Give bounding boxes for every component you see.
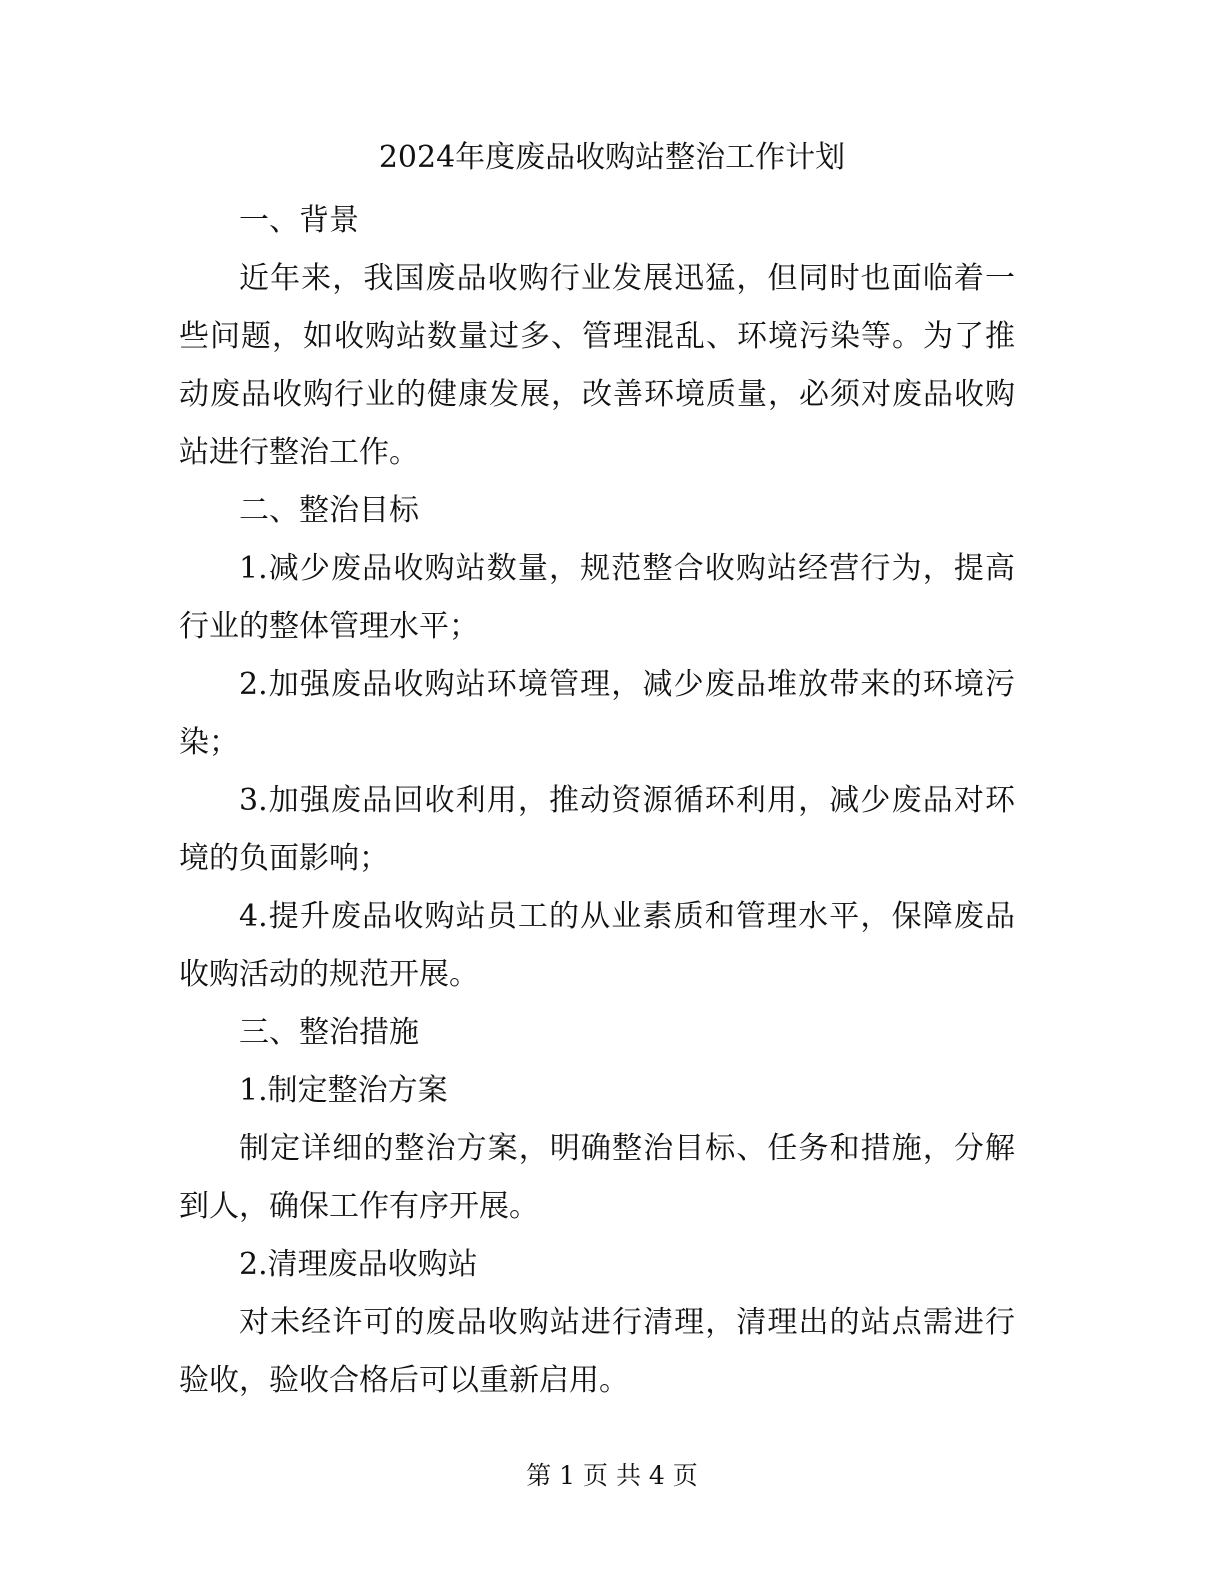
goal-item-1: 1.减少废品收购站数量，规范整合收购站经营行为，提高行业的整体管理水平；	[179, 551, 1015, 644]
measure-heading-1: 1.制定整治方案	[239, 1073, 448, 1108]
measure-paragraph-1: 制定详细的整治方案，明确整治目标、任务和措施，分解到人，确保工作有序开展。	[179, 1131, 1015, 1224]
measure-paragraph-2: 对未经许可的废品收购站进行清理，清理出的站点需进行验收，验收合格后可以重新启用。	[179, 1305, 1015, 1398]
section-heading-measures: 三、整治措施	[239, 1015, 419, 1050]
measure-heading-2: 2.清理废品收购站	[239, 1247, 478, 1282]
paragraph-background: 近年来，我国废品收购行业发展迅猛，但同时也面临着一些问题，如收购站数量过多、管理混乱、环境污染等。为了推动废品收购行业的健康发展，改善环境质量，必须对废品收购站进行整治工作。	[179, 261, 1015, 470]
section-heading-goals: 二、整治目标	[239, 493, 419, 528]
goal-item-4: 4.提升废品收购站员工的从业素质和管理水平，保障废品收购活动的规范开展。	[179, 899, 1015, 992]
section-heading-background: 一、背景	[239, 203, 359, 238]
page-footer: 第 1 页 共 4 页	[526, 1461, 698, 1490]
goal-item-2: 2.加强废品收购站环境管理，减少废品堆放带来的环境污染；	[179, 667, 1015, 760]
document-title: 2024年度废品收购站整治工作计划	[378, 140, 846, 175]
goal-item-3: 3.加强废品回收利用，推动资源循环利用，减少废品对环境的负面影响；	[179, 783, 1015, 876]
document-body	[179, 192, 1015, 1410]
